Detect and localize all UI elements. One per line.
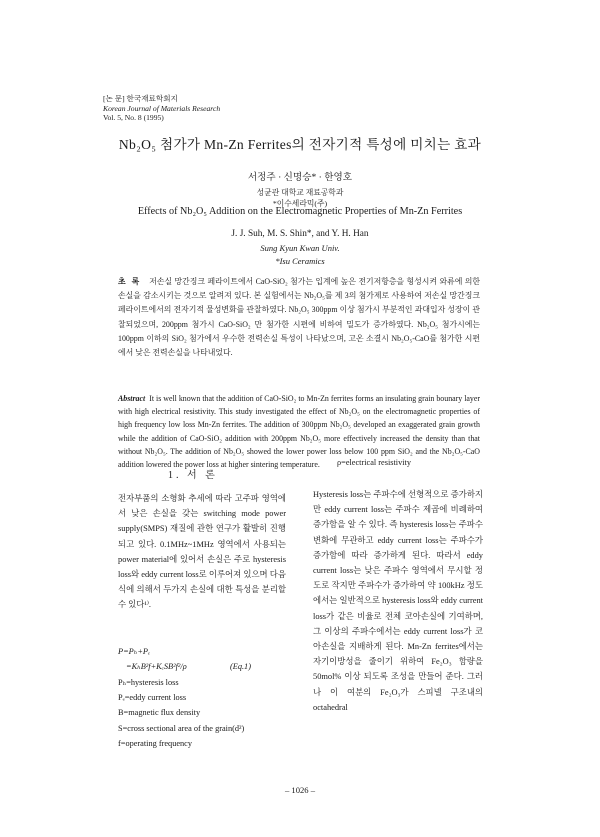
equation-definitions — [118, 675, 296, 751]
abstract-english-text: It is well known that the addition of CaO-SiO₂ to Mn-Zn ferrites forms an insulating grain bounary layer with high electrical resistivity. This study investigated the effect of Nb₂O₅ on the electromagnetic properties of high frequency low loss Mn-Zn ferrites. The addition of 300ppm Nb₂O₅ developed an exaggerated grain growth while the addition of CaO-SiO₂ addition with 200ppm Nb₂O₅ more effectively increased the density than that without Nb₂O₅. The addition of Nb₂O₅ showed the lower power loss below 100 ppm SiO₂ and the Nb₂O₅-CaO addition lowered the power loss at higher sintering temperature. — [118, 394, 480, 470]
definition-item: B=magnetic flux density — [118, 708, 201, 718]
abstract-korean-label: 초록 — [118, 277, 146, 286]
section-heading-introduction: 1. 서 론 — [168, 470, 218, 481]
definition-item: f=operating frequency — [118, 738, 193, 748]
abstract-korean — [118, 275, 480, 360]
equation-number: (Eq.1) — [230, 662, 251, 672]
abstract-english — [118, 392, 480, 471]
equation-line-1: P=Pₕ+Pₑ — [118, 647, 151, 656]
affiliation-ko-2: *이수세라믹(주) — [272, 199, 328, 208]
affiliation-ko-1: 성균관 대학교 재료공학과 — [256, 188, 344, 197]
affiliations-english — [0, 242, 600, 267]
affiliation-en-2: *Isu Ceramics — [275, 255, 325, 266]
paper-title-korean: Nb₂O₅ 첨가가 Mn-Zn Ferrites의 전자기적 특성에 미치는 효과 — [118, 137, 482, 152]
journal-header — [103, 94, 220, 123]
introduction-paragraph: 전자부품의 소형화 추세에 따라 고주파 영역에서 낮은 손실을 갖는 switching mode power supply(SMPS) 재질에 관한 연구가 활발히 진행되고 있다. 0.1MHz~1MHz 영역에서 사용되는 power material에 있어서 손실은 주로 hysteresis loss와 eddy current loss로 이루어져 있으며 다음식에 의해서 두가지 손실에 대한 특성을 분리할 수 있다¹⁾. — [118, 494, 286, 610]
equation-block — [118, 644, 288, 674]
definition-item: Pₕ=hysteresis loss — [118, 678, 179, 687]
abstract-korean-text: 저손실 망간징크 페라이트에서 CaO-SiO₂ 첨가는 입계에 높은 전기저항층을 형성시켜 와류에 의한 손실을 감소시키는 것으로 알려져 있다. 본 실험에서는 Nb₂O₅를 제 3의 첨가제로 사용하여 저손실 망간징크 페라이트에서의 전자기적 물성변화를 관찰하였다. Nb₂O₅ 300ppm 이상 첨가시 부분적인 과대입자 성장이 관찰되었으며, 200ppm 첨가시 CaO-SiO₂ 만 첨가한 시편에 비하여 밀도가 증가하였다. Nb₂O₅ 첨가시에는 100ppm 이하의 SiO₂ 첨가에서 우수한 전력손실 특성이 나타났으며, 고온 소결시 Nb₂O₅-CaO를 첨가한 시편에서 낮은 전력손실을 나타내었다. — [118, 277, 480, 358]
journal-category: [논 문] 한국재료학회지 — [103, 94, 178, 103]
authors-english: J. J. Suh, M. S. Shin*, and Y. H. Han — [231, 229, 369, 239]
journal-volume: Vol. 5, No. 8 (1995) — [103, 113, 164, 122]
paper-title-english: Effects of Nb₂O₅ Addition on the Electromagnetic Properties of Mn-Zn Ferrites — [137, 206, 463, 217]
affiliation-en-1: Sung Kyun Kwan Univ. — [260, 243, 340, 253]
journal-name: Korean Journal of Materials Research — [103, 103, 221, 113]
page-number: – 1026 – — [284, 785, 316, 795]
abstract-english-label: Abstract — [118, 394, 146, 403]
rho-definition: ρ=electrical resistivity — [337, 458, 412, 467]
definition-item: Pₑ=eddy current loss — [118, 693, 187, 703]
equation-line-2: =KₕB²f+KₑSB²f²/ρ — [126, 662, 187, 672]
authors-korean: 서정주 · 신명승* · 한영호 — [247, 172, 353, 183]
body-paragraph-right: Hysteresis loss는 주파수에 선형적으로 증가하지만 eddy current loss는 주파수 제곱에 비례하여 증가함을 알 수 있다. 즉 hysteresis loss는 주파수 변화에 무관하고 eddy current loss는 주파수가 증가함에 따라 증가하게 된다. 따라서 eddy current loss는 낮은 주파수 영역에서 무시할 정도로 작지만 주파수가 증가하여 약 100kHz 정도에서는 일반적으로 hysteresis loss와 eddy current loss가 같은 비율로 전체 코아손실에 기여하며, 그 이상의 주파수에서는 eddy current loss가 코아손실을 지배하게 된다. Mn-Zn ferrites에서는 자기이방성을 줄이기 위하여 Fe₂O₃ 함량을 50mol% 이상 되도록 조성을 만들어 준다. 그러나 이 여분의 Fe₂O₃가 스피넬 구조내의 octahedral — [313, 490, 483, 712]
definition-item: S=cross sectional area of the grain(d²) — [118, 723, 245, 733]
